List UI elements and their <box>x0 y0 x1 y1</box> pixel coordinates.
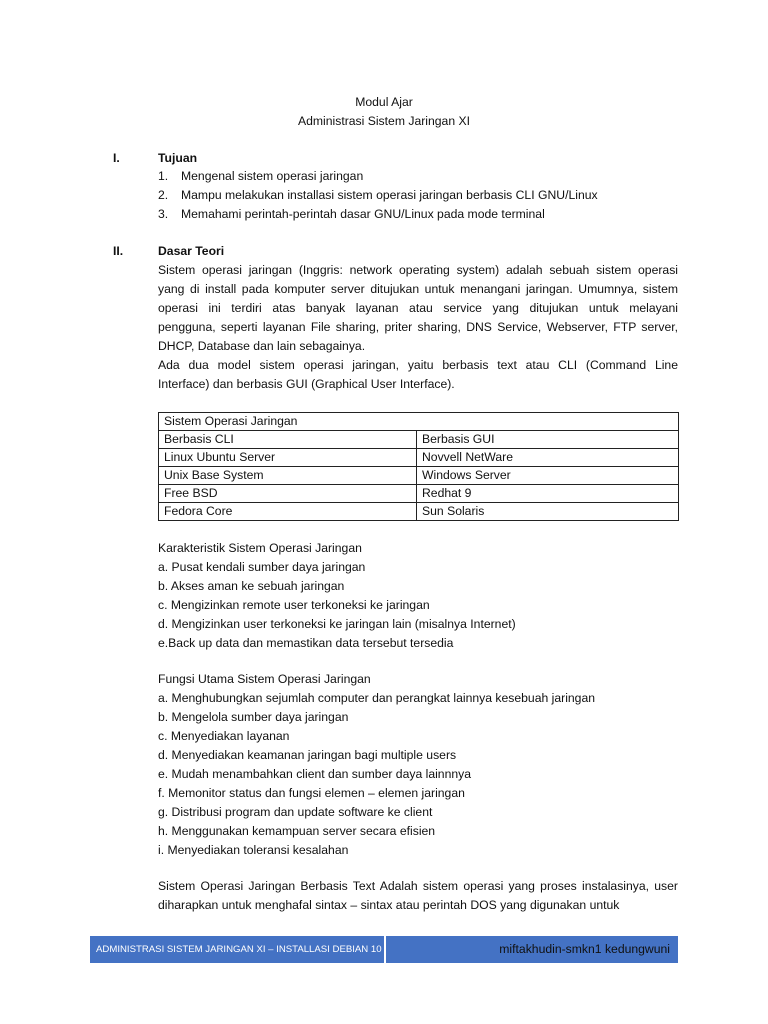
list-item: a. Pusat kendali sumber daya jaringan <box>158 560 366 574</box>
list-item: f. Memonitor status dan fungsi elemen – elemen jaringan <box>158 786 465 800</box>
table-cell: Windows Server <box>417 467 679 485</box>
functions-section <box>158 670 678 860</box>
table-cell: Novvell NetWare <box>417 449 679 467</box>
list-item: d. Mengizinkan user terkoneksi ke jaringan lain (misalnya Internet) <box>158 617 516 631</box>
paragraph-line: diharapkan untuk menghafal sintax – sintax atau perintah DOS yang digunakan untuk <box>158 898 620 912</box>
footer-author: miftakhudin-smkn1 kedungwuni <box>386 936 678 963</box>
objective-item <box>158 205 545 224</box>
list-item: c. Menyediakan layanan <box>158 729 290 743</box>
table-cell: Sun Solaris <box>417 503 679 521</box>
list-item: b. Mengelola sumber daya jaringan <box>158 710 349 724</box>
section-2-heading: Dasar Teori <box>158 244 225 258</box>
paragraph-line: Ada dua model sistem operasi jaringan, yaitu berbasis text atau CLI (Command Line <box>158 358 678 372</box>
objective-number: 1. <box>158 169 169 183</box>
table-row <box>159 467 679 485</box>
table-row <box>159 449 679 467</box>
table-cell: Berbasis CLI <box>159 431 417 449</box>
objective-number: 2. <box>158 188 169 202</box>
list-item: h. Menggunakan kemampuan server secara efisien <box>158 824 436 838</box>
table-cell: Fedora Core <box>159 503 417 521</box>
document-subtitle: Administrasi Sistem Jaringan XI <box>297 114 471 128</box>
list-item: e.Back up data dan memastikan data tersebut tersedia <box>158 636 454 650</box>
document-title: Modul Ajar <box>355 95 413 109</box>
paragraph-line: Interface) dan berbasis GUI (Graphical User Interface). <box>158 377 455 391</box>
table-title-row <box>159 413 679 431</box>
theory-paragraph-1 <box>158 261 678 394</box>
list-item: e. Mudah menambahkan client dan sumber daya lainnnya <box>158 767 472 781</box>
os-comparison-table <box>158 412 679 521</box>
objective-text: Mampu melakukan installasi sistem operasi jaringan berbasis CLI GNU/Linux <box>181 188 598 202</box>
paragraph-line: operasi ini terdiri atas banyak layanan atau service yang ditujukan untuk melayani <box>158 301 678 315</box>
section-1-heading: Tujuan <box>158 151 198 165</box>
table-cell: Linux Ubuntu Server <box>159 449 417 467</box>
characteristics-title: Karakteristik Sistem Operasi Jaringan <box>158 541 362 555</box>
paragraph-line: DHCP, Database dan lain sebagainya. <box>158 339 366 353</box>
table-cell: Unix Base System <box>159 467 417 485</box>
paragraph-line: pengguna, seperti layanan File sharing, priter sharing, DNS Service, Webserver, FTP server, <box>158 320 678 334</box>
paragraph-line: Sistem Operasi Jaringan Berbasis Text Adalah sistem operasi yang proses instalasinya, user <box>158 879 678 893</box>
table-cell: Free BSD <box>159 485 417 503</box>
closing-paragraph <box>158 877 678 915</box>
functions-title: Fungsi Utama Sistem Operasi Jaringan <box>158 672 371 686</box>
footer-module-title: ADMINISTRASI SISTEM JARINGAN XI – INSTALLASI DEBIAN 10 <box>90 936 384 963</box>
objective-item <box>158 167 363 186</box>
objective-text: Memahami perintah-perintah dasar GNU/Linux pada mode terminal <box>181 207 545 221</box>
table-row <box>159 503 679 521</box>
list-item: a. Menghubungkan sejumlah computer dan perangkat lainnya kesebuah jaringan <box>158 691 596 705</box>
list-item: b. Akses aman ke sebuah jaringan <box>158 579 345 593</box>
section-1-numeral: I. <box>113 151 120 165</box>
table-cell: Berbasis GUI <box>417 431 679 449</box>
section-2-numeral: II. <box>113 244 124 258</box>
objective-text: Mengenal sistem operasi jaringan <box>181 169 364 183</box>
list-item: d. Menyediakan keamanan jaringan bagi multiple users <box>158 748 457 762</box>
list-item: i. Menyediakan toleransi kesalahan <box>158 843 349 857</box>
paragraph-line: Sistem operasi jaringan (Inggris: network operating system) adalah sebuah sistem operasi <box>158 263 678 277</box>
table-row <box>159 485 679 503</box>
characteristics-section <box>158 539 678 653</box>
paragraph-line: yang di install pada komputer server ditujukan untuk menangani jaringan. Umumnya, sistem <box>158 282 678 296</box>
table-title-cell: Sistem Operasi Jaringan <box>159 413 679 431</box>
table-cell: Redhat 9 <box>417 485 679 503</box>
objective-item <box>158 186 598 205</box>
list-item: c. Mengizinkan remote user terkoneksi ke jaringan <box>158 598 430 612</box>
objective-number: 3. <box>158 207 169 221</box>
list-item: g. Distribusi program dan update software ke client <box>158 805 433 819</box>
table-row <box>159 431 679 449</box>
